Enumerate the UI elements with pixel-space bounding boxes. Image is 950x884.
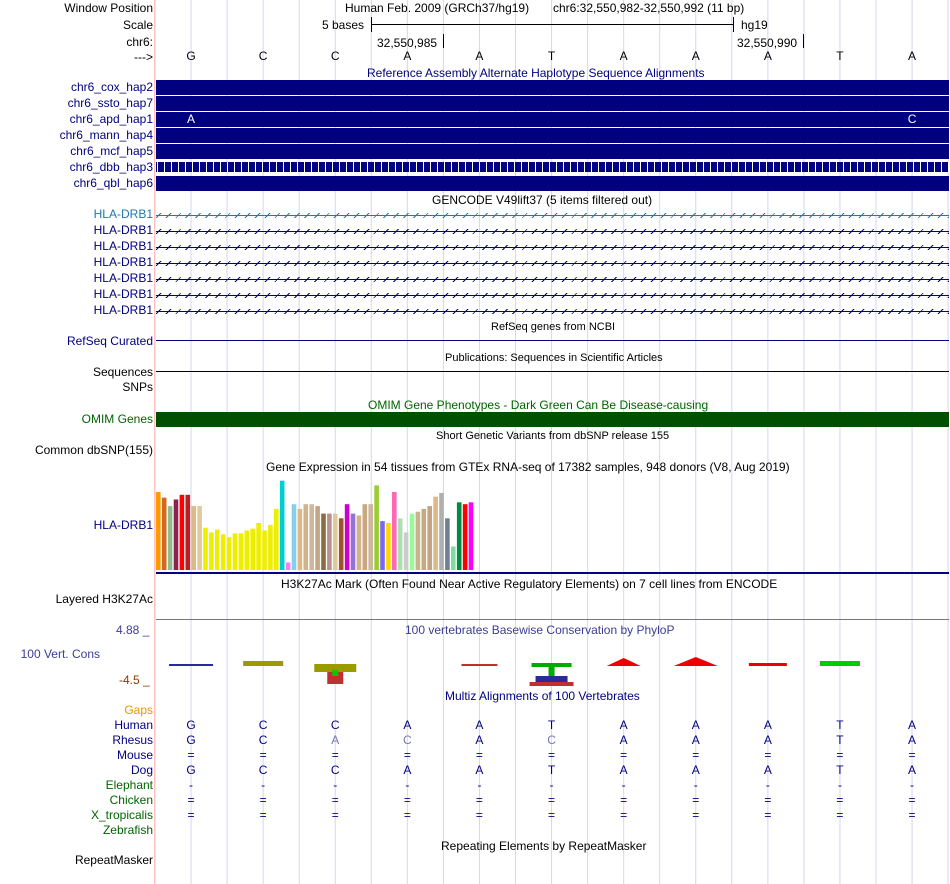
gtex-tissue-bar[interactable] [191,506,196,570]
gencode-transcript-label[interactable]: HLA-DRB1 [93,207,153,221]
alignment-base: C [258,763,268,777]
tick-label-left: 32,550,985 [377,36,438,50]
gtex-tissue-bar[interactable] [457,502,462,570]
dbsnp-label[interactable]: Common dbSNP(155) [34,443,153,457]
alignment-base: = [620,793,628,807]
gencode-transcript-line[interactable] [156,213,949,218]
alignment-base: G [186,718,196,732]
refseq-line[interactable] [156,340,949,341]
chrom-label: chr6: [126,35,153,49]
scale-bar [371,24,733,25]
alignment-base: = [475,793,483,807]
alignment-base: = [764,748,772,762]
gencode-transcript-label[interactable]: HLA-DRB1 [93,303,153,317]
alignment-base: = [908,808,916,822]
gtex-tissue-bar[interactable] [463,504,468,570]
alignment-base: = [836,748,844,762]
reference-base: A [475,49,484,63]
gencode-transcript-label[interactable]: HLA-DRB1 [93,223,153,237]
gtex-tissue-bar[interactable] [433,497,438,570]
haplotype-label[interactable]: chr6_mcf_hap5 [70,144,153,158]
alignment-base: A [763,718,772,732]
gtex-top-edge [156,474,531,475]
strand-arrow-label[interactable]: ---> [134,50,153,64]
alignment-base: = [331,808,339,822]
multiz-title[interactable]: Multiz Alignments of 100 Vertebrates [445,689,640,703]
omim-label[interactable]: OMIM Genes [81,412,153,426]
gtex-tissue-bar[interactable] [292,504,297,570]
gtex-tissue-bar[interactable] [209,532,214,570]
haplotype-label[interactable]: chr6_cox_hap2 [70,80,153,94]
alignment-base: = [259,793,267,807]
assembly-text: Human Feb. 2009 (GRCh37/hg19) [345,1,530,15]
gtex-tissue-bar[interactable] [445,518,450,570]
gtex-tissue-bar[interactable] [245,531,250,570]
gtex-tissue-bar[interactable] [256,523,261,570]
gtex-bar-chart[interactable] [0,474,950,574]
alignment-base: = [620,748,628,762]
gtex-tissue-bar[interactable] [286,562,291,570]
gtex-tissue-bar[interactable] [439,493,444,570]
haplotype-label[interactable]: chr6_dbb_hap3 [69,160,153,174]
alignment-base: = [403,808,411,822]
gtex-tissue-bar[interactable] [339,518,344,570]
alignment-base: - [837,778,842,792]
alignment-base: C [547,733,556,747]
gencode-transcript-line[interactable] [156,277,949,282]
alignment-base: A [619,733,628,747]
alignment-base: A [475,733,484,747]
gtex-tissue-bar[interactable] [357,515,362,570]
publications-line[interactable] [156,371,949,372]
haplotype-bar[interactable] [156,96,949,111]
reference-base: A [619,49,628,63]
alignment-base: A [475,763,484,777]
alignment-base: = [836,808,844,822]
alignment-base: - [549,778,554,792]
conservation-mark[interactable] [549,666,555,676]
gencode-transcript-line[interactable] [156,309,949,314]
alignment-base: = [259,748,267,762]
gencode-transcript-label[interactable]: HLA-DRB1 [93,287,153,301]
reference-base: T [836,49,844,63]
refseq-label[interactable]: RefSeq Curated [66,334,153,348]
alignment-base: = [908,793,916,807]
gencode-transcript-line[interactable] [156,293,949,298]
haplotype-bar[interactable] [156,80,949,95]
alignment-base: = [908,748,916,762]
omim-bar[interactable] [156,412,949,427]
omim-title[interactable]: OMIM Gene Phenotypes - Dark Green Can Be Disease-causing [368,398,709,412]
alignment-base: = [692,808,700,822]
alignment-base: = [187,748,195,762]
db-text: hg19 [741,18,768,32]
alignment-base: = [692,748,700,762]
alignment-base: A [403,718,412,732]
alignment-base: A [763,763,772,777]
alignment-base: = [548,793,556,807]
alignment-base: - [333,778,338,792]
gtex-tissue-bar[interactable] [422,509,427,570]
sequences-label[interactable]: Sequences [92,365,153,379]
h3k27ac-label[interactable]: Layered H3K27Ac [55,592,153,606]
gtex-tissue-bar[interactable] [239,533,244,570]
conservation-mark[interactable] [749,663,787,666]
alignment-base: = [403,793,411,807]
publications-title[interactable]: Publications: Sequences in Scientific Articles [445,352,663,364]
alignment-base: A [763,733,772,747]
haplotype-mismatch-base: A [187,112,196,126]
alignment-base: A [908,763,917,777]
gtex-tissue-bar[interactable] [233,533,238,570]
gencode-transcript-label[interactable]: HLA-DRB1 [93,255,153,269]
alignment-base: = [764,793,772,807]
alignment-base: T [836,763,844,777]
alignment-base: = [331,793,339,807]
gtex-tissue-bar[interactable] [315,506,320,570]
haplotype-bar[interactable] [156,176,949,191]
gtex-tissue-bar[interactable] [168,506,173,570]
gtex-tissue-bar[interactable] [327,514,332,570]
conservation-mark[interactable] [530,682,574,686]
species-label[interactable]: Zebrafish [102,823,153,837]
gtex-tissue-bar[interactable] [156,492,161,570]
gtex-tissue-bar[interactable] [321,514,326,570]
dbsnp-title[interactable]: Short Genetic Variants from dbSNP release 155 [436,430,670,442]
reference-base: C [258,49,268,63]
alignment-base: = [187,808,195,822]
tick-mark-left [443,34,444,48]
repeatmasker-label[interactable]: RepeatMasker [74,853,153,867]
haplotype-label[interactable]: chr6_mann_hap4 [59,128,153,142]
haplotype-label[interactable]: chr6_qbl_hap6 [73,176,153,190]
gtex-tissue-bar[interactable] [333,514,338,570]
gtex-tissue-bar[interactable] [197,506,202,570]
alignment-base: T [547,763,556,777]
alignment-base: - [693,778,698,792]
haplotype-bar[interactable] [156,112,949,127]
alignment-base: = [548,808,556,822]
haplotype-bar[interactable] [156,162,949,172]
window-position-label: Window Position [64,1,153,15]
alignment-base: - [189,778,194,792]
gtex-tissue-bar[interactable] [262,531,267,570]
conservation-mark[interactable] [169,664,213,666]
alt-haplotypes-title[interactable]: Reference Assembly Alternate Haplotype Sequence Alignments [367,66,705,80]
h3k27ac-title[interactable]: H3K27Ac Mark (Often Found Near Active Regulatory Elements) on 7 cell lines from ENCODE [281,577,778,591]
refseq-title[interactable]: RefSeq genes from NCBI [491,321,616,333]
gencode-transcript-line[interactable] [156,245,949,250]
alignment-base: = [475,808,483,822]
alignment-base: C [403,733,412,747]
alignment-base: T [836,718,844,732]
tick-mark-right [803,34,804,48]
alignment-base: - [765,778,770,792]
alignment-base: - [261,778,266,792]
alignment-base: A [691,718,700,732]
haplotype-label[interactable]: chr6_apd_hap1 [69,112,153,126]
gtex-tissue-bar[interactable] [268,525,273,570]
scale-text: 5 bases [322,18,365,32]
alignment-base: G [186,733,196,747]
gtex-tissue-bar[interactable] [298,509,303,570]
gtex-tissue-bar[interactable] [203,528,208,570]
alignment-base: - [405,778,410,792]
h3k27ac-baseline [156,619,949,620]
gencode-transcript-label[interactable]: HLA-DRB1 [93,239,153,253]
alignment-base: A [331,733,340,747]
gaps-label[interactable]: Gaps [124,703,153,717]
position-text: chr6:32,550,982-32,550,992 (11 bp) [553,1,745,15]
gencode-transcript-line[interactable] [156,229,949,234]
gtex-tissue-bar[interactable] [174,500,179,571]
gtex-tissue-bar[interactable] [274,509,279,570]
gtex-tissue-bar[interactable] [392,492,397,570]
alignment-base: C [330,763,340,777]
gtex-tissue-bar[interactable] [386,523,391,570]
alignment-base: = [403,748,411,762]
species-label[interactable]: Chicken [109,793,153,807]
species-label[interactable]: Dog [130,763,153,777]
gtex-tissue-bar[interactable] [363,504,368,570]
alignment-base: A [619,718,628,732]
conservation-title[interactable]: 100 vertebrates Basewise Conservation by PhyloP [405,623,675,637]
alignment-base: G [186,763,196,777]
label-divider [154,0,155,884]
conservation-mark[interactable] [332,670,338,676]
gtex-tissue-bar[interactable] [469,502,474,570]
gtex-tissue-bar[interactable] [186,495,191,570]
alignment-base: = [475,748,483,762]
alignment-base: A [475,718,484,732]
gtex-tissue-bar[interactable] [368,504,373,570]
gtex-tissue-bar[interactable] [215,530,220,570]
conservation-label[interactable]: 100 Vert. Cons [20,647,100,661]
alignment-base: - [477,778,482,792]
reference-base: T [547,49,556,63]
gtex-tissue-bar[interactable] [280,481,285,570]
gtex-gene-line[interactable] [156,572,949,574]
alignment-base: = [620,808,628,822]
gtex-tissue-bar[interactable] [345,504,350,570]
gtex-tissue-bar[interactable] [451,547,456,571]
scale-bar-right-cap [733,17,734,32]
species-label[interactable]: Rhesus [112,733,153,747]
alignment-base: C [258,718,268,732]
reference-base: G [186,49,196,63]
haplotype-label[interactable]: chr6_ssto_hap7 [67,96,153,110]
gtex-tissue-bar[interactable] [380,521,385,570]
alignment-base: - [910,778,915,792]
alignment-base: A [691,733,700,747]
reference-base: A [691,49,700,63]
gtex-tissue-bar[interactable] [227,537,232,570]
alignment-base: = [764,808,772,822]
haplotype-mismatch-base: C [907,112,917,126]
conservation-ymax: 4.88 _ [116,623,150,637]
alignment-base: C [258,733,268,747]
gtex-tissue-bar[interactable] [410,514,415,570]
snps-label[interactable]: SNPs [122,380,153,394]
gtex-tissue-bar[interactable] [351,514,356,570]
gtex-tissue-bar[interactable] [180,495,185,570]
conservation-mark[interactable] [536,676,568,682]
species-label[interactable]: X_tropicalis [90,808,153,822]
conservation-mark[interactable] [461,664,497,666]
alignment-base: = [548,748,556,762]
gtex-tissue-bar[interactable] [374,485,379,570]
gtex-tissue-bar[interactable] [162,498,167,570]
alignment-base: A [908,733,917,747]
gtex-tissue-bar[interactable] [416,512,421,570]
gtex-tissue-bar[interactable] [427,506,432,570]
alignment-base: = [259,808,267,822]
haplotype-bar[interactable] [156,144,949,159]
reference-base: A [908,49,917,63]
conservation-mark[interactable] [243,661,283,666]
alignment-base: A [619,763,628,777]
gtex-gene-label[interactable]: HLA-DRB1 [93,518,153,532]
alignment-base: = [187,793,195,807]
alignment-base: = [331,748,339,762]
species-label[interactable]: Mouse [116,748,153,762]
gencode-transcript-line[interactable] [156,261,949,266]
conservation-mark[interactable] [607,658,641,666]
conservation-mark[interactable] [820,661,860,666]
alignment-base: A [403,763,412,777]
reference-base: C [330,49,340,63]
repeatmasker-title[interactable]: Repeating Elements by RepeatMasker [441,839,647,853]
alignment-base: C [330,718,340,732]
gencode-title[interactable]: GENCODE V49lift37 (5 items filtered out) [432,193,653,207]
gtex-tissue-bar[interactable] [250,529,255,570]
reference-base: A [763,49,772,63]
gtex-title[interactable]: Gene Expression in 54 tissues from GTEx RNA-seq of 17382 samples, 948 donors (V8, Aug 2019) [266,460,790,474]
scale-bar-left-cap [371,17,372,32]
alignment-base: - [621,778,626,792]
gtex-tissue-bar[interactable] [221,534,226,570]
alignment-base: A [908,718,917,732]
gtex-tissue-bar[interactable] [304,504,309,570]
alignment-base: T [547,718,556,732]
alignment-base: = [836,793,844,807]
gencode-transcript-label[interactable]: HLA-DRB1 [93,271,153,285]
scale-label: Scale [122,18,153,32]
conservation-ymin: -4.5 _ [119,673,150,687]
tick-label-right: 32,550,990 [737,36,798,50]
haplotype-bar[interactable] [156,128,949,143]
gtex-tissue-bar[interactable] [398,518,403,570]
species-label[interactable]: Human [114,718,153,732]
alignment-base: = [692,793,700,807]
species-label[interactable]: Elephant [105,778,153,792]
conservation-mark[interactable] [674,657,718,666]
gtex-tissue-bar[interactable] [404,532,409,570]
alignment-base: A [691,763,700,777]
reference-base: A [403,49,412,63]
alignment-base: T [836,733,844,747]
gtex-tissue-bar[interactable] [309,504,314,570]
